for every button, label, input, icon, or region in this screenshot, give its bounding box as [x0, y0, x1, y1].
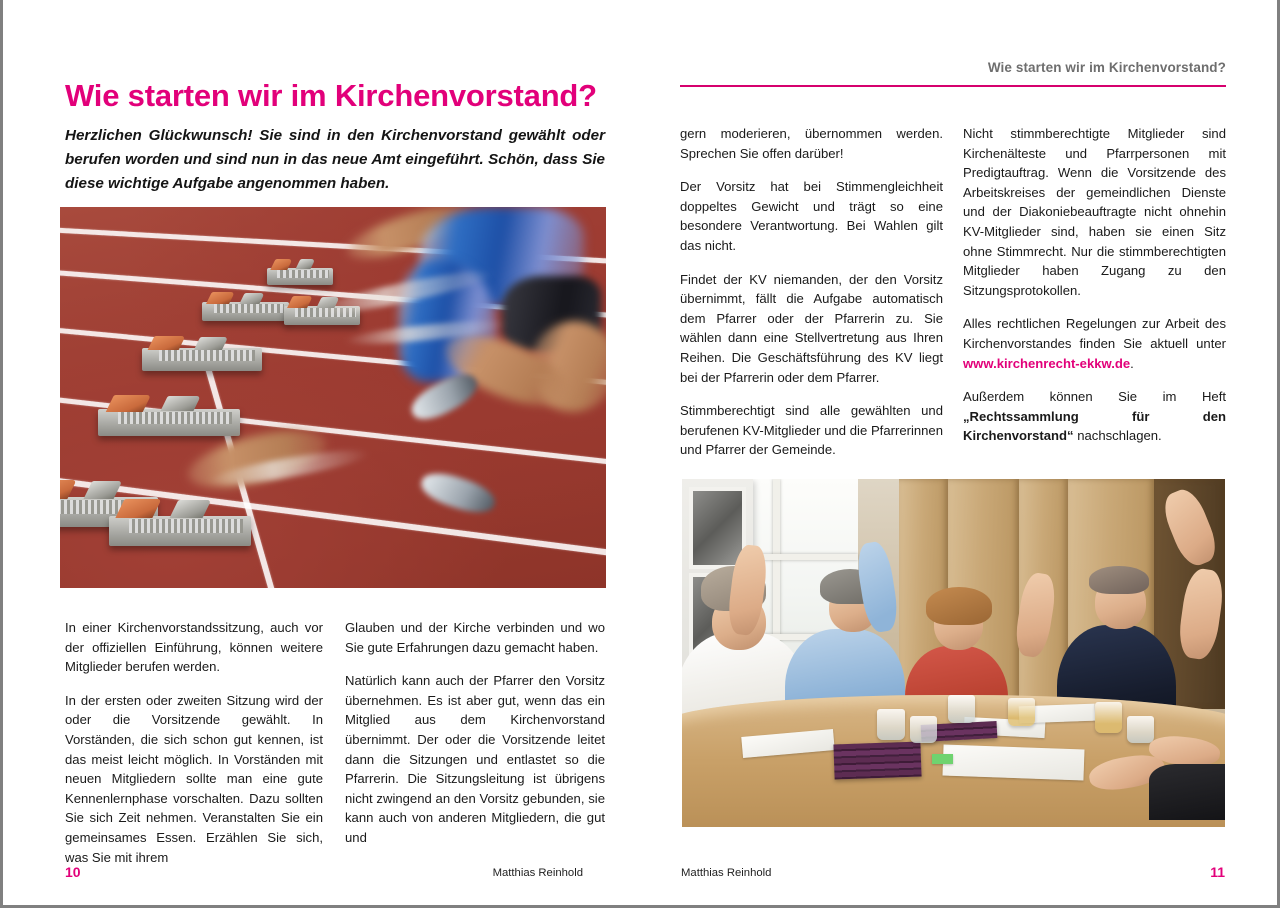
paragraph: Natürlich kann auch der Pfarrer den Vorsitz übernehmen. Es ist aber gut, wenn das ein Mitglied aus dem Kirchenvorstand übernimmt. Der oder die Vorsitzende leitet dann die Sitzungen und entlastet so die Pfarrerin. Die Sitzungsleitung ist übrigens nicht zwingend an den Vorsitz gebunden, sie kann auch von anderen Mitgliedern, die gut und: [345, 673, 605, 845]
juice-glass: [1008, 698, 1035, 726]
starting-block: [267, 268, 333, 285]
paragraph: In einer Kirchenvorstandssitzung, auch vor der offiziellen Einführung, können weitere Mitglieder berufen werden.: [65, 620, 323, 675]
water-glass: [877, 709, 904, 740]
person-hair: [926, 587, 991, 625]
paragraph: gern moderieren, übernommen werden. Sprechen Sie offen darüber!: [680, 126, 943, 161]
starting-block: [98, 409, 240, 436]
paragraph: Nicht stimmberechtigte Mitglieder sind Kirchenälteste und Pfarrpersonen mit Predigtauftrag. Wenn die Vorsitzende des Arbeitskreises der gemeindlichen Dienste und der Diakoniebeauftragte nicht ohnehin KV-Mitglieder sind, haben sie einen Sitz ohne Stimmrecht. Nur die stimmberechtigten Mitglieder haben Zugang zu den Sitzungsprotokollen.: [963, 126, 1226, 298]
right-page-column-2: [963, 124, 1226, 446]
paragraph: In der ersten oder zweiten Sitzung wird der oder die Vorsitzende gewählt. In Vorständen, die sich schon gut kennen, ist das meist leicht möglich. In Vorständen mit neuen Mitgliedern sollte man eine gute Kennenlernphase vorschalten. Dazu sollten Sie sich Zeit nehmen. Veranstalten Sie ein gemeinsames Essen. Erzählen Sie sich, was Sie mit ihrem: [65, 692, 323, 865]
book-stack: [833, 742, 921, 780]
emphasis-text: „Rechtssammlung für den Kirchenvorstand“: [963, 408, 1226, 444]
water-glass: [910, 716, 937, 744]
paragraph: Der Vorsitz hat bei Stimmengleichheit doppeltes Gewicht und trägt so eine besondere Verantwortung. Bei Wahlen gilt das nicht.: [680, 179, 943, 253]
person-foreground: [1149, 764, 1225, 820]
paragraph: Stimmberechtigt sind alle gewählten und berufenen KV-Mitglieder und die Pfarrerinnen und Pfarrer der Gemeinde.: [680, 403, 943, 458]
starting-block: [142, 348, 262, 371]
green-marker: [932, 754, 954, 764]
left-page-column-2: [345, 618, 605, 848]
paragraph-with-emphasis: Außerdem können Sie im Heft „Rechtssammlung für den Kirchenvorstand“ nachschlagen.: [963, 389, 1226, 444]
page-title: Wie starten wir im Kirchenvorstand?: [65, 77, 597, 113]
header-rule: [680, 85, 1226, 87]
person-hair: [1089, 566, 1149, 594]
starting-block: [109, 516, 251, 546]
left-page-column-1: [65, 618, 323, 867]
running-track-sprint-start-photo: [60, 207, 606, 588]
starting-block: [202, 302, 289, 321]
paragraph-with-link: Alles rechtlichen Regelungen zur Arbeit des Kirchenvorstandes finden Sie aktuell unter www.kirchenrecht-ekkw.de.: [963, 316, 1226, 371]
photo-credit-left: Matthias Reinhold: [492, 867, 583, 879]
lead-paragraph: Herzlichen Glückwunsch! Sie sind in den Kirchenvorstand gewählt oder berufen worden und sind nun in das neue Amt eingeführt. Schön, dass Sie diese wichtige Aufgabe angenommen haben.: [65, 127, 605, 192]
paragraph: Findet der KV niemanden, der den Vorsitz übernimmt, fällt die Aufgabe automatisch dem Pfarrer oder der Pfarrerin zu. Sie wählen dann eine Stellvertretung aus Ihren Reihen. Die Geschäftsführung des KV liegt bei der Pfarrerin oder dem Pfarrer.: [680, 271, 943, 385]
water-glass: [948, 695, 975, 723]
paper-stack: [942, 744, 1084, 780]
right-page-column-1: [680, 124, 943, 460]
paragraph: Glauben und der Kirche verbinden und wo Sie gute Erfahrungen dazu gemacht haben.: [345, 620, 605, 655]
left-page: [3, 0, 643, 908]
church-council-meeting-vote-photo: [682, 479, 1225, 827]
water-glass: [1127, 716, 1154, 744]
external-link[interactable]: www.kirchenrecht-ekkw.de: [963, 355, 1131, 371]
juice-glass: [1095, 702, 1122, 733]
right-page: [643, 0, 1280, 908]
page-number-right: 11: [1210, 864, 1225, 880]
running-head: Wie starten wir im Kirchenvorstand?: [987, 60, 1226, 75]
page-number-left: 10: [65, 864, 81, 880]
photo-credit-right: Matthias Reinhold: [681, 867, 772, 879]
